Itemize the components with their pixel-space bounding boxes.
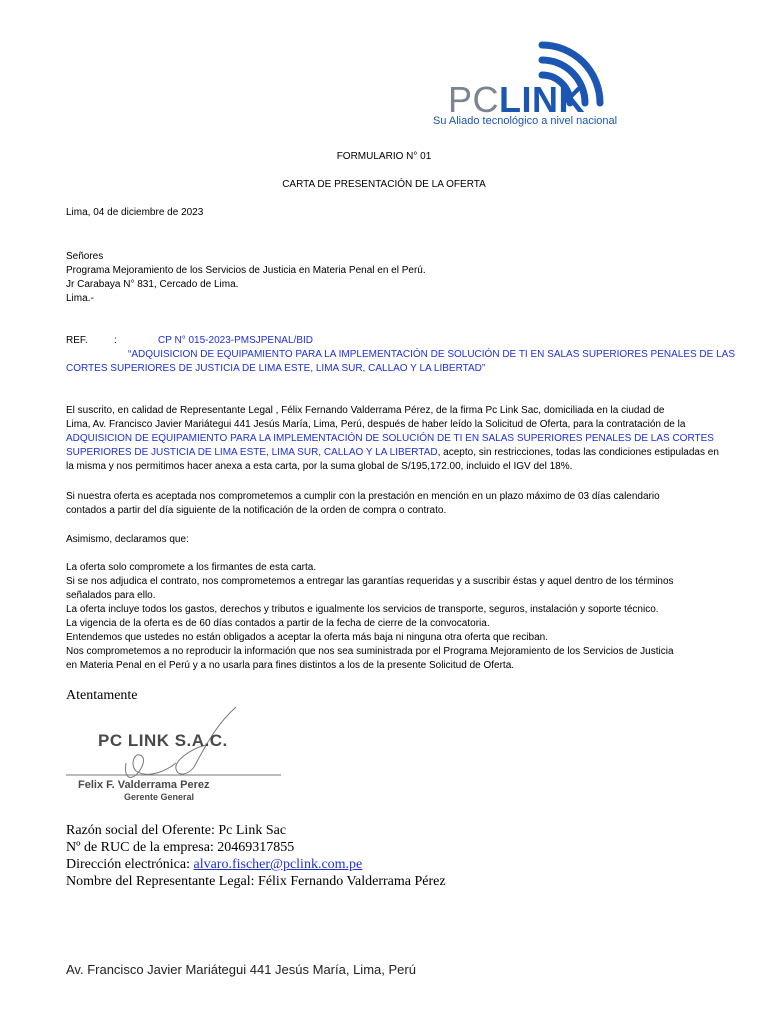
letter-date: Lima, 04 de diciembre de 2023: [66, 207, 204, 218]
paragraph-line: Lima, Av. Francisco Javier Mariátegui 441 Jesús María, Lima, Perú, después de haber leído la Solicitud de Oferta, para la contratación de la: [66, 419, 686, 430]
detail-line: [66, 856, 446, 873]
logo-pc-text: PC: [448, 79, 500, 120]
document-title: CARTA DE PRESENTACIÓN DE LA OFERTA: [282, 179, 486, 190]
footer-address: Av. Francisco Javier Mariátegui 441 Jesús María, Lima, Perú: [66, 962, 416, 977]
paragraph-line: El suscrito, en calidad de Representante Legal , Félix Fernando Valderrama Pérez, de la firma Pc Link Sac, domiciliada en la ciudad de: [66, 405, 665, 416]
paragraph-line: Si nuestra oferta es aceptada nos comprometemos a cumplir con la prestación en mención en un plazo máximo de 03 días calendario: [66, 491, 660, 502]
ref-label: REF.: [66, 335, 88, 346]
form-title: FORMULARIO N° 01: [336, 151, 432, 162]
declaration-line: Entendemos que ustedes no están obligados a aceptar la oferta más baja ni ninguna otra oferta que reciban.: [66, 632, 548, 643]
logo-wordmark: [448, 80, 585, 120]
declaration-line: La oferta incluye todos los gastos, derechos y tributos e igualmente los servicios de transporte, seguros, instalación y soporte técnico.: [66, 604, 659, 615]
declaration-line: La oferta solo compromete a los firmantes de esta carta.: [66, 562, 317, 573]
declaration-intro: Asimismo, declaramos que:: [66, 534, 189, 545]
email-link[interactable]: alvaro.fischer@pclink.com.pe: [193, 857, 363, 872]
company-logo: [430, 40, 670, 135]
paragraph-text: , acepto, sin restricciones, todas las condiciones estipuladas en: [437, 447, 719, 458]
ref-code: CP N° 015-2023-PMSJPENAL/BID: [158, 335, 313, 346]
declaration-line: La vigencia de la oferta es de 60 días contados a partir de la fecha de cierre de la convocatoria.: [66, 618, 490, 629]
detail-line: Razón social del Oferente: Pc Link Sac: [66, 823, 287, 838]
ref-title: CORTES SUPERIORES DE JUSTICIA DE LIMA ESTE, LIMA SUR, CALLAO Y LA LIBERTAD”: [66, 363, 486, 374]
salutation: Señores: [66, 251, 104, 262]
logo-tagline: Su Aliado tecnológico a nivel nacional: [433, 115, 618, 127]
declaration-line: Si se nos adjudica el contrato, nos comprometemos a entregar las garantías requeridas y a suscribir éstas y aquel dentro de los términos: [66, 576, 674, 587]
stamp-name: Felix F. Valderrama Perez: [78, 779, 210, 791]
recipient-line: Programa Mejoramiento de los Servicios de Justicia en Materia Penal en el Perú.: [66, 265, 426, 276]
signature-stamp: [66, 705, 286, 805]
recipient-line: Jr Carabaya N° 831, Cercado de Lima.: [66, 279, 239, 290]
detail-label: Dirección electrónica:: [66, 857, 194, 872]
declarations-list: [66, 561, 674, 673]
declaration-line: Nos comprometemos a no reproducir la información que nos sea suministrada por el Programa Mejoramiento de los Servicios de Justicia: [66, 646, 674, 657]
offeror-details: [66, 822, 446, 890]
paragraph-line: [66, 446, 719, 460]
detail-line: Nº de RUC de la empresa: 20469317855: [66, 840, 295, 855]
body-paragraph: [66, 490, 660, 518]
body-paragraph: [66, 404, 719, 474]
ref-colon: :: [114, 335, 117, 346]
paragraph-line: ADQUISICION DE EQUIPAMIENTO PARA LA IMPLEMENTACIÓN DE SOLUCIÓN DE TI EN SALAS SUPERIORES PENALES DE LAS CORTES: [66, 433, 714, 444]
ref-title: “ADQUISICION DE EQUIPAMIENTO PARA LA IMPLEMENTACIÓN DE SOLUCIÓN DE TI EN SALAS SUPERIORES PENALES DE LAS: [128, 349, 736, 360]
paragraph-line: la misma y nos permitimos hacer anexa a esta carta, por la suma global de S/195,172.00, incluido el IGV del 18%.: [66, 461, 573, 472]
closing: Atentamente: [66, 688, 138, 703]
detail-line: Nombre del Representante Legal: Félix Fernando Valderrama Pérez: [66, 874, 446, 889]
highlighted-text: SUPERIORES DE JUSTICIA DE LIMA ESTE, LIMA SUR, CALLAO Y LA LIBERTAD: [66, 447, 438, 458]
recipient-block: [66, 250, 426, 306]
declaration-line: señalados para ello.: [66, 590, 156, 601]
paragraph-line: contados a partir del día siguiente de la notificación de la orden de compra o contrato.: [66, 505, 447, 516]
recipient-line: Lima.-: [66, 293, 94, 304]
declaration-line: en Materia Penal en el Perú y a no usarla para fines distintos a los de la presente Solicitud de Oferta.: [66, 660, 515, 671]
stamp-role: Gerente General: [124, 792, 195, 802]
stamp-company: PC LINK S.A.C.: [98, 731, 228, 750]
logo-link-text: LINK: [499, 79, 586, 120]
